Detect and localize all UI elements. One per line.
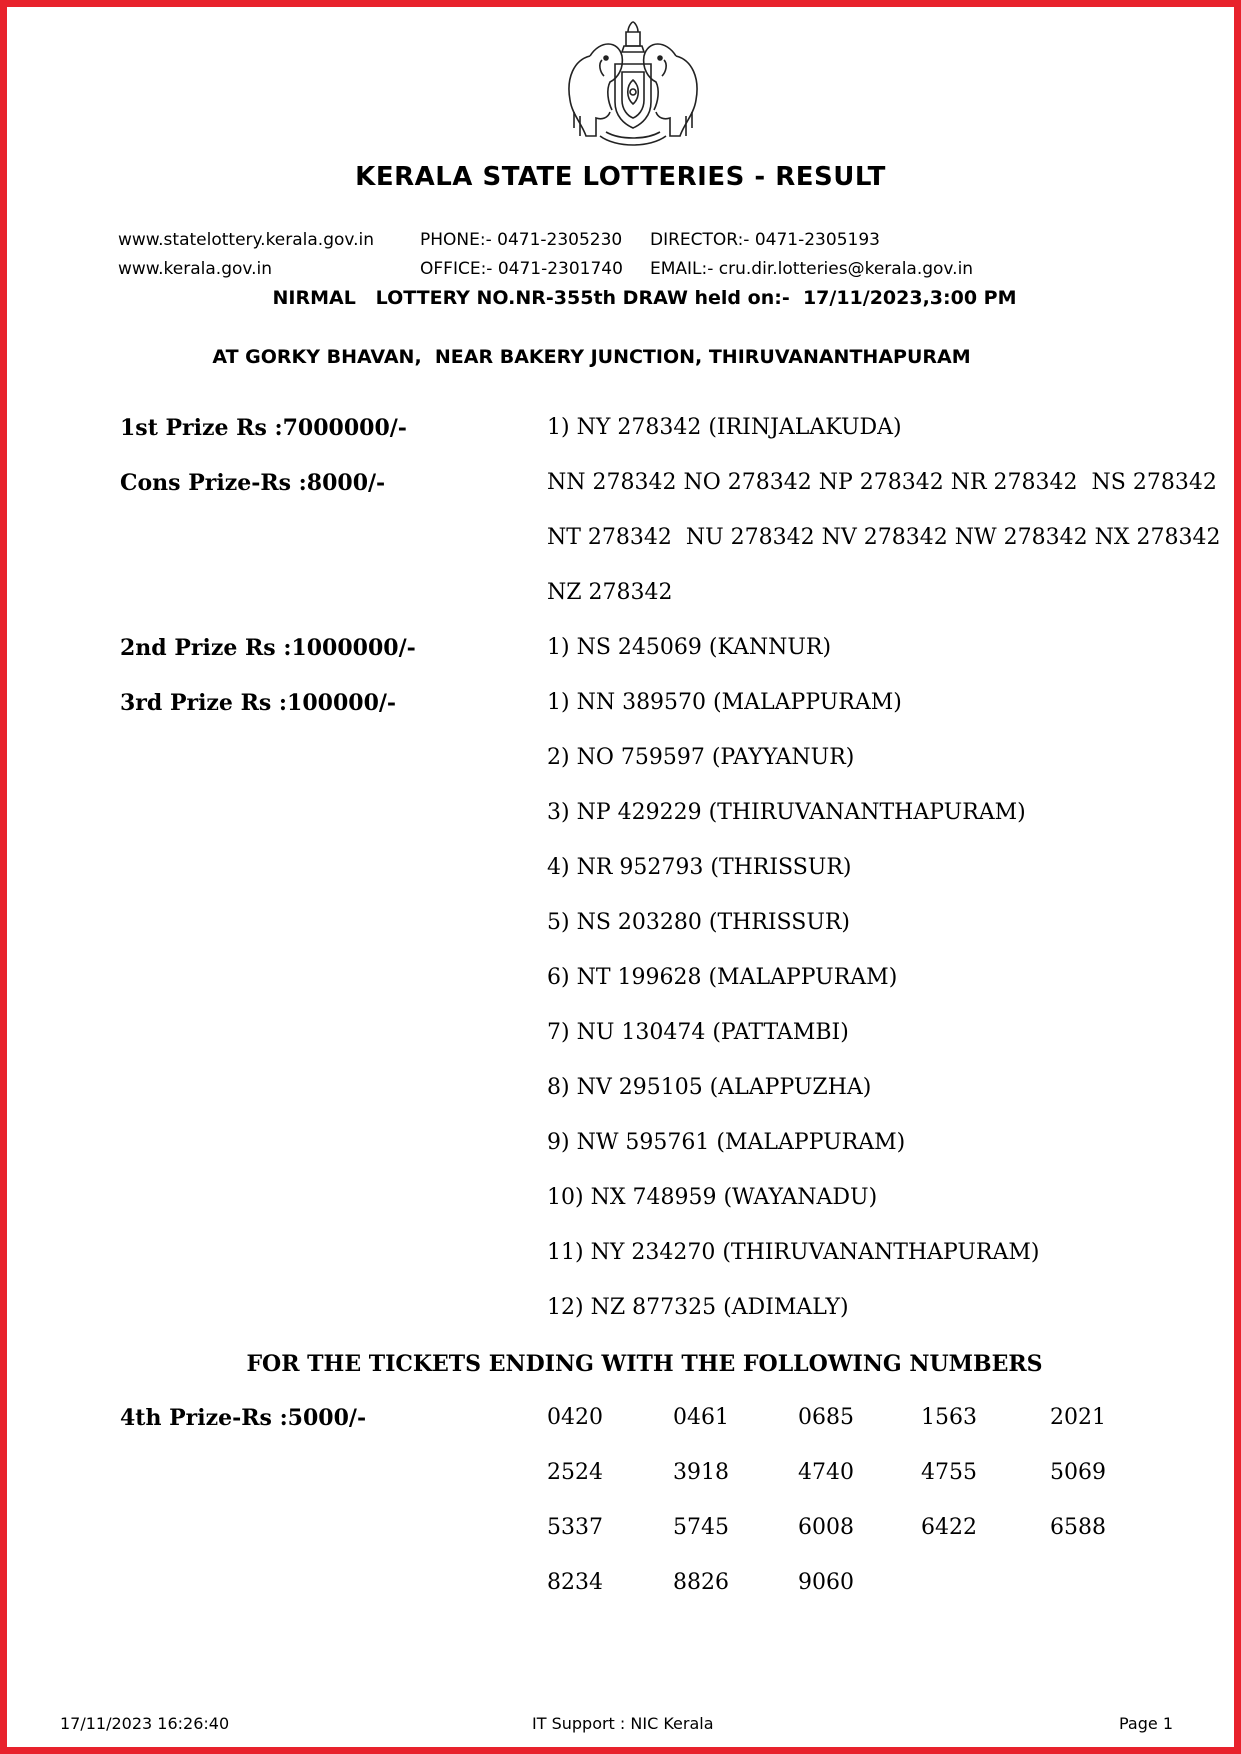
third-prize-result: 3) NP 429229 (THIRUVANANTHAPURAM) bbox=[547, 800, 1026, 825]
fourth-prize-number: 3918 bbox=[673, 1460, 729, 1485]
fourth-prize-number: 0420 bbox=[547, 1405, 603, 1430]
first-prize-result: 1) NY 278342 (IRINJALAKUDA) bbox=[547, 415, 902, 440]
third-prize-result: 7) NU 130474 (PATTAMBI) bbox=[547, 1020, 849, 1045]
fourth-prize-number: 8826 bbox=[673, 1570, 729, 1595]
fourth-prize-number: 2021 bbox=[1050, 1405, 1106, 1430]
fourth-prize-number: 6422 bbox=[921, 1515, 977, 1540]
fourth-prize-number: 8234 bbox=[547, 1570, 603, 1595]
second-prize-result: 1) NS 245069 (KANNUR) bbox=[547, 635, 832, 660]
fourth-prize-number: 0685 bbox=[798, 1405, 854, 1430]
fourth-prize-number: 5069 bbox=[1050, 1460, 1106, 1485]
third-prize-result: 12) NZ 877325 (ADIMALY) bbox=[547, 1295, 849, 1320]
third-prize-result: 2) NO 759597 (PAYYANUR) bbox=[547, 745, 855, 770]
first-prize-label: 1st Prize Rs :7000000/- bbox=[120, 415, 407, 441]
fourth-prize-number: 6008 bbox=[798, 1515, 854, 1540]
draw-details: NIRMAL LOTTERY NO.NR-355th DRAW held on:- 17/11/2023,3:00 PM bbox=[272, 287, 1017, 309]
website-link-statelottery[interactable]: www.statelottery.kerala.gov.in bbox=[118, 230, 375, 250]
fourth-prize-number: 4755 bbox=[921, 1460, 977, 1485]
cons-prize-line: NN 278342 NO 278342 NP 278342 NR 278342 NS 278342 bbox=[547, 470, 1217, 495]
office-phone: OFFICE:- 0471-2301740 bbox=[420, 259, 623, 279]
director-phone: DIRECTOR:- 0471-2305193 bbox=[650, 230, 880, 250]
page-number: Page 1 bbox=[1119, 1714, 1173, 1733]
fourth-prize-number: 9060 bbox=[798, 1570, 854, 1595]
cons-prize-line: NT 278342 NU 278342 NV 278342 NW 278342 NX 278342 bbox=[547, 525, 1221, 550]
third-prize-result: 11) NY 234270 (THIRUVANANTHAPURAM) bbox=[547, 1240, 1040, 1265]
footer-support: IT Support : NIC Kerala bbox=[532, 1714, 714, 1733]
email-address[interactable]: EMAIL:- cru.dir.lotteries@kerala.gov.in bbox=[650, 259, 974, 279]
third-prize-result: 9) NW 595761 (MALAPPURAM) bbox=[547, 1130, 906, 1155]
fourth-prize-number: 6588 bbox=[1050, 1515, 1106, 1540]
website-link-kerala[interactable]: www.kerala.gov.in bbox=[118, 259, 273, 279]
footer-timestamp: 17/11/2023 16:26:40 bbox=[60, 1714, 230, 1733]
fourth-prize-number: 0461 bbox=[673, 1405, 729, 1430]
fourth-prize-number: 4740 bbox=[798, 1460, 854, 1485]
fourth-prize-label: 4th Prize-Rs :5000/- bbox=[120, 1405, 367, 1431]
page-title: KERALA STATE LOTTERIES - RESULT bbox=[355, 162, 886, 192]
phone-number: PHONE:- 0471-2305230 bbox=[420, 230, 623, 250]
second-prize-label: 2nd Prize Rs :1000000/- bbox=[120, 635, 416, 661]
kerala-state-emblem-icon bbox=[560, 16, 706, 150]
third-prize-label: 3rd Prize Rs :100000/- bbox=[120, 690, 397, 716]
third-prize-result: 6) NT 199628 (MALAPPURAM) bbox=[547, 965, 898, 990]
fourth-prize-number: 5745 bbox=[673, 1515, 729, 1540]
third-prize-result: 8) NV 295105 (ALAPPUZHA) bbox=[547, 1075, 872, 1100]
draw-venue: AT GORKY BHAVAN, NEAR BAKERY JUNCTION, THIRUVANANTHAPURAM bbox=[212, 346, 971, 368]
third-prize-result: 5) NS 203280 (THRISSUR) bbox=[547, 910, 851, 935]
cons-prize-label: Cons Prize-Rs :8000/- bbox=[120, 470, 386, 496]
third-prize-result: 10) NX 748959 (WAYANADU) bbox=[547, 1185, 878, 1210]
ending-numbers-heading: FOR THE TICKETS ENDING WITH THE FOLLOWING NUMBERS bbox=[246, 1351, 1043, 1377]
fourth-prize-number: 1563 bbox=[921, 1405, 977, 1430]
third-prize-result: 1) NN 389570 (MALAPPURAM) bbox=[547, 690, 902, 715]
fourth-prize-number: 2524 bbox=[547, 1460, 603, 1485]
cons-prize-line: NZ 278342 bbox=[547, 580, 673, 605]
fourth-prize-number: 5337 bbox=[547, 1515, 603, 1540]
third-prize-result: 4) NR 952793 (THRISSUR) bbox=[547, 855, 852, 880]
